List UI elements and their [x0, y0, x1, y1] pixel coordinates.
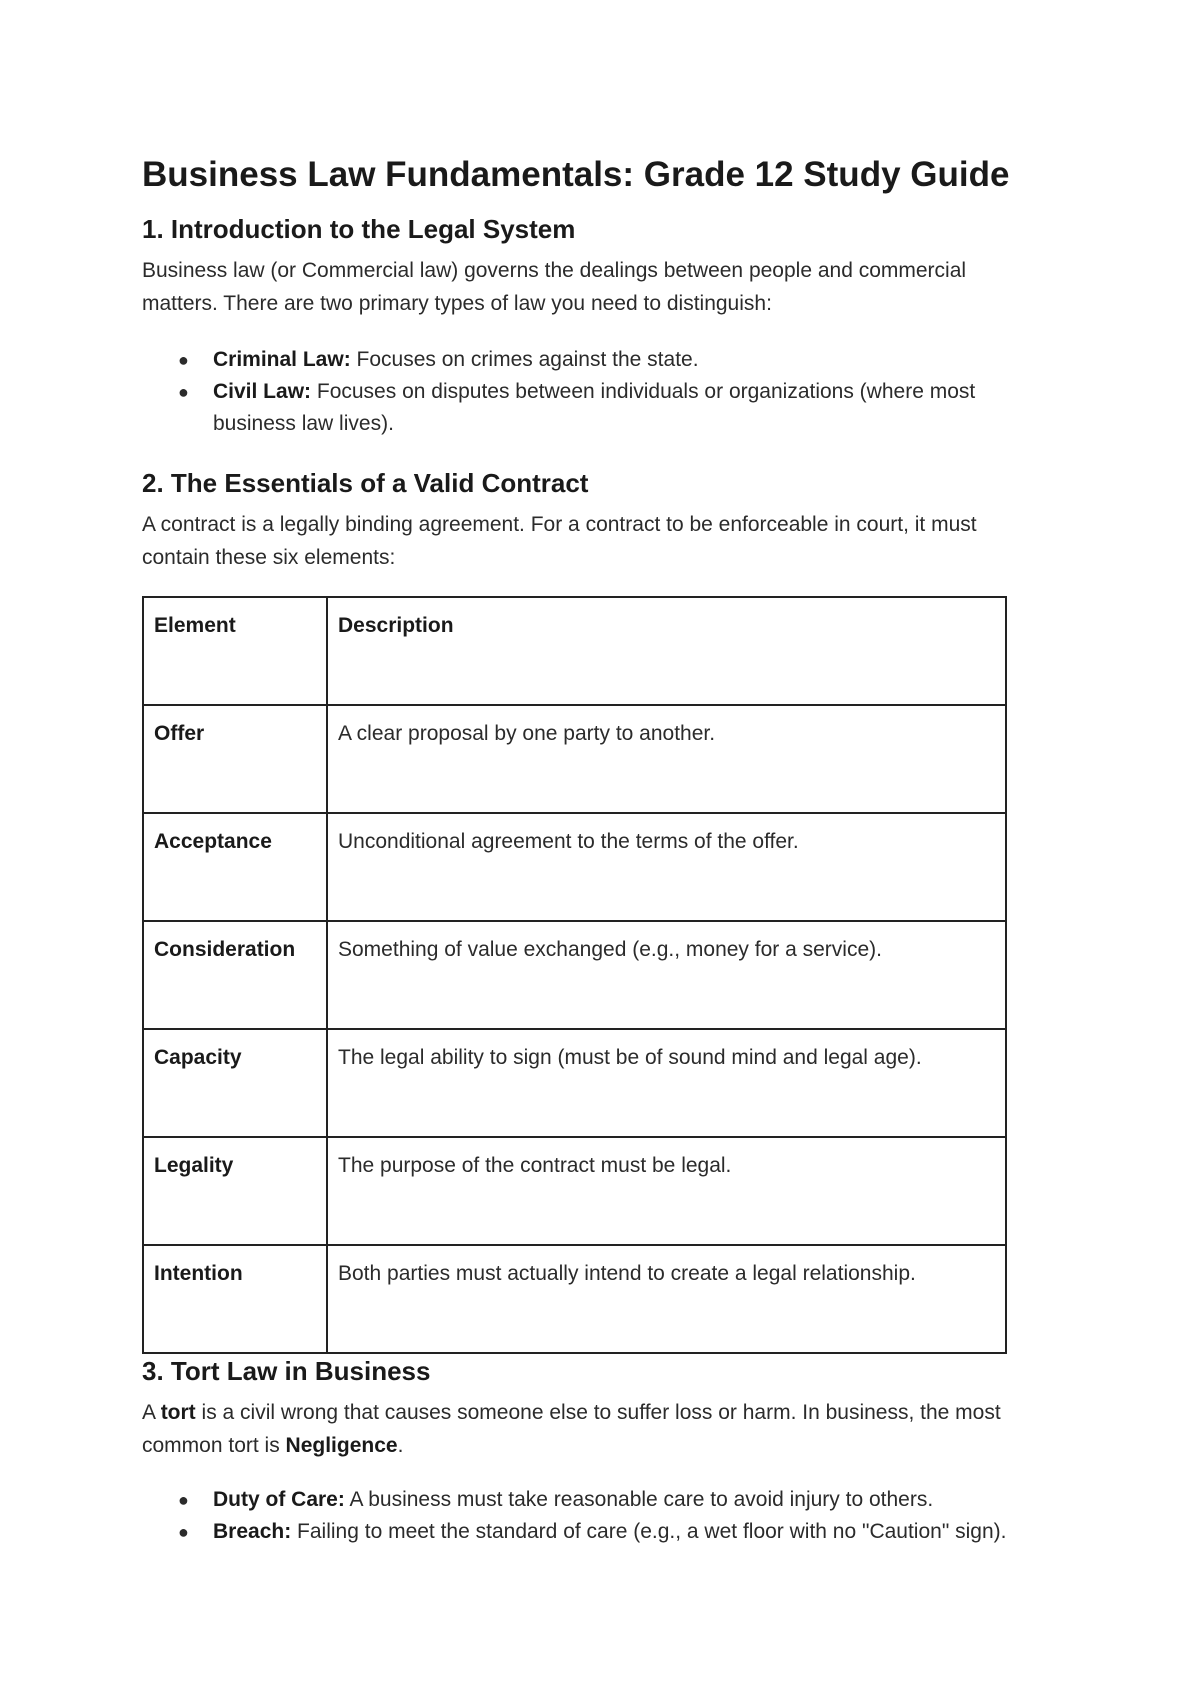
table-header-row: [143, 597, 1006, 705]
table-cell-description: A clear proposal by one party to another.: [327, 705, 1006, 813]
table-row: [143, 813, 1006, 921]
table-row: [143, 1137, 1006, 1245]
section-3-intro: [142, 1396, 1042, 1462]
intro-text: .: [397, 1434, 404, 1457]
intro-bold-tort: tort: [160, 1401, 196, 1424]
section-2-intro: A contract is a legally binding agreement. For a contract to be enforceable in court, it must contain these six elements:: [142, 513, 977, 569]
table-row: [143, 1245, 1006, 1353]
list-item-term: Civil Law:: [213, 380, 312, 403]
table-cell-element: Intention: [143, 1245, 327, 1353]
bullet-icon: ●: [178, 350, 189, 370]
list-item-civil-law: [142, 376, 1022, 440]
list-item-term: Breach:: [213, 1520, 292, 1543]
list-item-breach: [142, 1516, 1062, 1548]
table-row: [143, 921, 1006, 1029]
document-page: [142, 152, 1042, 1548]
list-item-term: Duty of Care:: [213, 1488, 345, 1511]
table-row: [143, 705, 1006, 813]
section-1-heading: 1. Introduction to the Legal System: [142, 214, 576, 244]
list-item-text: A business must take reasonable care to avoid injury to others.: [344, 1488, 934, 1511]
bullet-icon: ●: [178, 382, 189, 402]
section-1-list: [142, 344, 1022, 440]
list-item-text: Focuses on crimes against the state.: [350, 348, 699, 371]
list-item-text: Focuses on disputes between individuals or organizations (where most business law lives).: [213, 380, 976, 435]
section-1-intro: Business law (or Commercial law) governs the dealings between people and commercial matters. There are two primary types of law you need to distinguish:: [142, 259, 967, 315]
contract-elements-table: [142, 596, 1007, 1354]
intro-text: A: [142, 1401, 161, 1424]
document-title: Business Law Fundamentals: Grade 12 Study Guide: [142, 155, 1010, 194]
section-3-heading: 3. Tort Law in Business: [142, 1356, 431, 1386]
table-cell-element: Legality: [143, 1137, 327, 1245]
table-cell-element: Acceptance: [143, 813, 327, 921]
table-row: [143, 1029, 1006, 1137]
bullet-icon: ●: [178, 1522, 189, 1542]
bullet-icon: ●: [178, 1490, 189, 1510]
table-cell-element: Capacity: [143, 1029, 327, 1137]
table-cell-description: Unconditional agreement to the terms of the offer.: [327, 813, 1006, 921]
intro-text: is a civil wrong that causes someone else to suffer loss or harm. In business, the most common tort is: [142, 1401, 1001, 1457]
table-cell-description: Both parties must actually intend to create a legal relationship.: [327, 1245, 1006, 1353]
table-cell-description: Something of value exchanged (e.g., money for a service).: [327, 921, 1006, 1029]
table-cell-description: The purpose of the contract must be legal.: [327, 1137, 1006, 1245]
table-cell-element: Offer: [143, 705, 327, 813]
table-header-description: Description: [327, 597, 1006, 705]
list-item-text: Failing to meet the standard of care (e.g., a wet floor with no "Caution" sign).: [291, 1520, 1007, 1543]
intro-bold-negligence: Negligence: [285, 1434, 398, 1457]
table-cell-description: The legal ability to sign (must be of sound mind and legal age).: [327, 1029, 1006, 1137]
list-item-duty-of-care: [142, 1484, 1062, 1516]
section-3-list: [142, 1484, 1062, 1548]
list-item-term: Criminal Law:: [213, 348, 351, 371]
list-item-criminal-law: [142, 344, 1022, 376]
section-2-heading: 2. The Essentials of a Valid Contract: [142, 468, 589, 498]
table-header-element: Element: [143, 597, 327, 705]
table-cell-element: Consideration: [143, 921, 327, 1029]
